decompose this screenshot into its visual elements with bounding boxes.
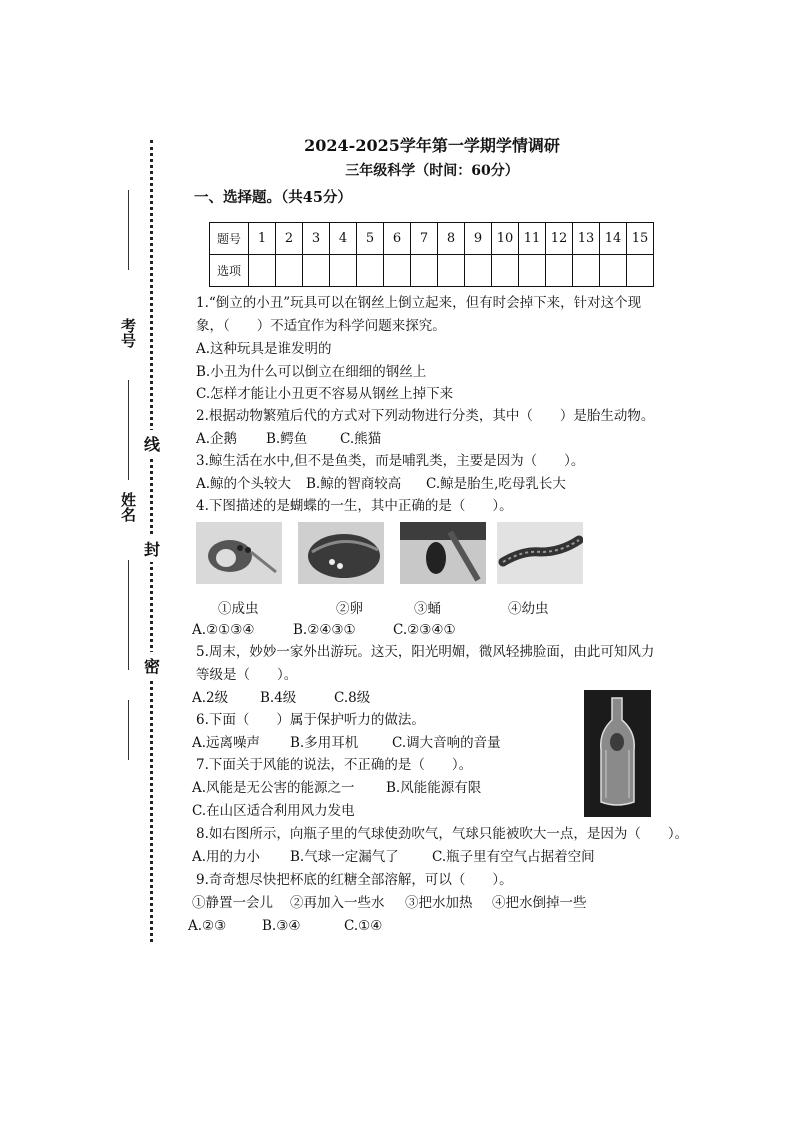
answer-cell[interactable] <box>303 255 330 287</box>
page-subtitle: 三年级科学（时间：60分） <box>345 163 519 179</box>
answer-cell[interactable] <box>276 255 303 287</box>
answer-cell[interactable] <box>465 255 492 287</box>
question-7-option-c: C.在山区适合利用风力发电 <box>192 803 355 819</box>
seal-char-mi: 密 <box>144 652 160 679</box>
question-9-choice-3: ③把水加热 <box>405 895 473 911</box>
egg-photo <box>298 522 384 584</box>
question-2-option-c: C.熊猫 <box>340 431 382 447</box>
bottle-balloon-photo <box>584 690 651 817</box>
question-9-option-b: B.③④ <box>262 918 301 934</box>
answer-table-number: 7 <box>411 223 438 255</box>
pupa-photo <box>400 522 486 584</box>
answer-table-number: 15 <box>627 223 654 255</box>
question-4: 4.下图描述的是蝴蝶的一生，其中正确的是（ ）。 <box>196 498 513 514</box>
answer-table-header: 题号 <box>210 223 249 255</box>
answer-cell[interactable] <box>492 255 519 287</box>
question-4-option-c: C.②③④① <box>393 622 456 638</box>
name-line <box>128 560 129 670</box>
question-6-option-c: C.调大音响的音量 <box>392 735 501 751</box>
question-2: 2.根据动物繁殖后代的方式对下列动物进行分类，其中（ ）是胎生动物。 <box>196 408 655 424</box>
answer-table-number: 12 <box>546 223 573 255</box>
question-2-option-b: B.鳄鱼 <box>266 431 308 447</box>
section-heading: 一、选择题。（共45分） <box>194 189 352 206</box>
question-9-choice-4: ④把水倒掉一些 <box>492 895 587 911</box>
question-5-option-b: B.4级 <box>260 690 297 706</box>
caterpillar-photo <box>497 522 583 584</box>
question-5-line-1: 5.周末，妙妙一家外出游玩。这天，阳光明媚，微风轻拂脸面，由此可知风力 <box>196 644 655 660</box>
question-9-choice-1: ①静置一会儿 <box>192 895 273 911</box>
answer-table-option-label: 选项 <box>210 255 249 287</box>
question-8-option-a: A.用的力小 <box>192 849 261 865</box>
caption-egg: ②卵 <box>336 601 363 617</box>
question-1-line-2: 象，（ ）不适宜作为科学问题来探究。 <box>196 318 446 334</box>
question-4-option-a: A.②①③④ <box>192 622 255 638</box>
question-9-option-c: C.①④ <box>344 918 383 934</box>
question-6-option-b: B.多用耳机 <box>290 735 359 751</box>
answer-table-number: 13 <box>573 223 600 255</box>
answer-cell[interactable] <box>519 255 546 287</box>
answer-cell[interactable] <box>546 255 573 287</box>
question-5-option-c: C.8级 <box>334 690 371 706</box>
question-1-option-b: B.小丑为什么可以倒立在细细的钢丝上 <box>196 364 427 380</box>
question-3-option-b: B.鲸的智商较高 <box>306 476 402 492</box>
question-8-option-c: C.瓶子里有空气占据着空间 <box>432 849 595 865</box>
answer-table-number: 8 <box>438 223 465 255</box>
question-9-choice-2: ②再加入一些水 <box>290 895 385 911</box>
question-4-option-b: B.②④③① <box>293 622 356 638</box>
answer-cell[interactable] <box>357 255 384 287</box>
question-5-line-2: 等级是（ ）。 <box>196 667 298 683</box>
exam-number-label: 考号 <box>119 318 137 348</box>
answer-table-number: 3 <box>303 223 330 255</box>
question-3: 3.鲸生活在水中,但不是鱼类，而是哺乳类，主要是因为（ ）。 <box>196 453 585 469</box>
question-1-option-c: C.怎样才能让小丑更不容易从钢丝上掉下来 <box>196 386 454 402</box>
question-7-option-a: A.风能是无公害的能源之一 <box>192 780 355 796</box>
answer-table-number: 4 <box>330 223 357 255</box>
seal-char-feng: 封 <box>144 535 160 562</box>
answer-table-number: 2 <box>276 223 303 255</box>
name-label: 姓名 <box>119 492 137 522</box>
answer-cell[interactable] <box>330 255 357 287</box>
question-7-option-b: B.风能能源有限 <box>386 780 482 796</box>
answer-table-number: 6 <box>384 223 411 255</box>
answer-cell[interactable] <box>384 255 411 287</box>
answer-cell[interactable] <box>573 255 600 287</box>
question-3-option-a: A.鲸的个头较大 <box>196 476 292 492</box>
question-1-option-a: A.这种玩具是谁发明的 <box>196 341 332 357</box>
answer-table-number: 5 <box>357 223 384 255</box>
question-2-option-a: A.企鹅 <box>196 431 238 447</box>
answer-table-number: 14 <box>600 223 627 255</box>
answer-cell[interactable] <box>600 255 627 287</box>
answer-cell[interactable] <box>438 255 465 287</box>
answer-table-number: 10 <box>492 223 519 255</box>
caption-adult: ①成虫 <box>218 601 259 617</box>
butterfly-adult-photo <box>196 522 282 584</box>
question-9: 9.奇奇想尽快把杯底的红糖全部溶解，可以（ ）。 <box>196 872 513 888</box>
answer-table <box>209 222 654 287</box>
seal-char-xian: 线 <box>144 430 160 457</box>
question-1-line-1: 1.“倒立的小丑”玩具可以在钢丝上倒立起来，但有时会掉下来，针对这个现 <box>196 295 642 311</box>
caption-pupa: ③蛹 <box>414 601 441 617</box>
answer-table-number: 11 <box>519 223 546 255</box>
question-3-option-c: C.鲸是胎生,吃母乳长大 <box>426 476 566 492</box>
answer-cell[interactable] <box>627 255 654 287</box>
answer-table-number: 9 <box>465 223 492 255</box>
answer-table-option-row <box>210 255 654 287</box>
caption-larva: ④幼虫 <box>508 601 549 617</box>
question-7: 7.下面关于风能的说法，不正确的是（ ）。 <box>196 757 473 773</box>
answer-cell[interactable] <box>411 255 438 287</box>
question-8-option-b: B.气球一定漏气了 <box>290 849 399 865</box>
question-5-option-a: A.2级 <box>192 690 229 706</box>
question-6: 6.下面（ ）属于保护听力的做法。 <box>196 712 425 728</box>
page-title: 2024-2025学年第一学期学情调研 <box>304 136 560 155</box>
exam-number-line-2 <box>128 380 129 480</box>
answer-table-number: 1 <box>249 223 276 255</box>
question-6-option-a: A.远离噪声 <box>192 735 261 751</box>
question-9-option-a: A.②③ <box>188 918 227 934</box>
answer-cell[interactable] <box>249 255 276 287</box>
exam-number-line <box>128 190 129 270</box>
question-8: 8.如右图所示，向瓶子里的气球使劲吹气，气球只能被吹大一点，是因为（ ）。 <box>196 826 689 842</box>
answer-table-number-row <box>210 223 654 255</box>
class-line <box>128 700 129 760</box>
